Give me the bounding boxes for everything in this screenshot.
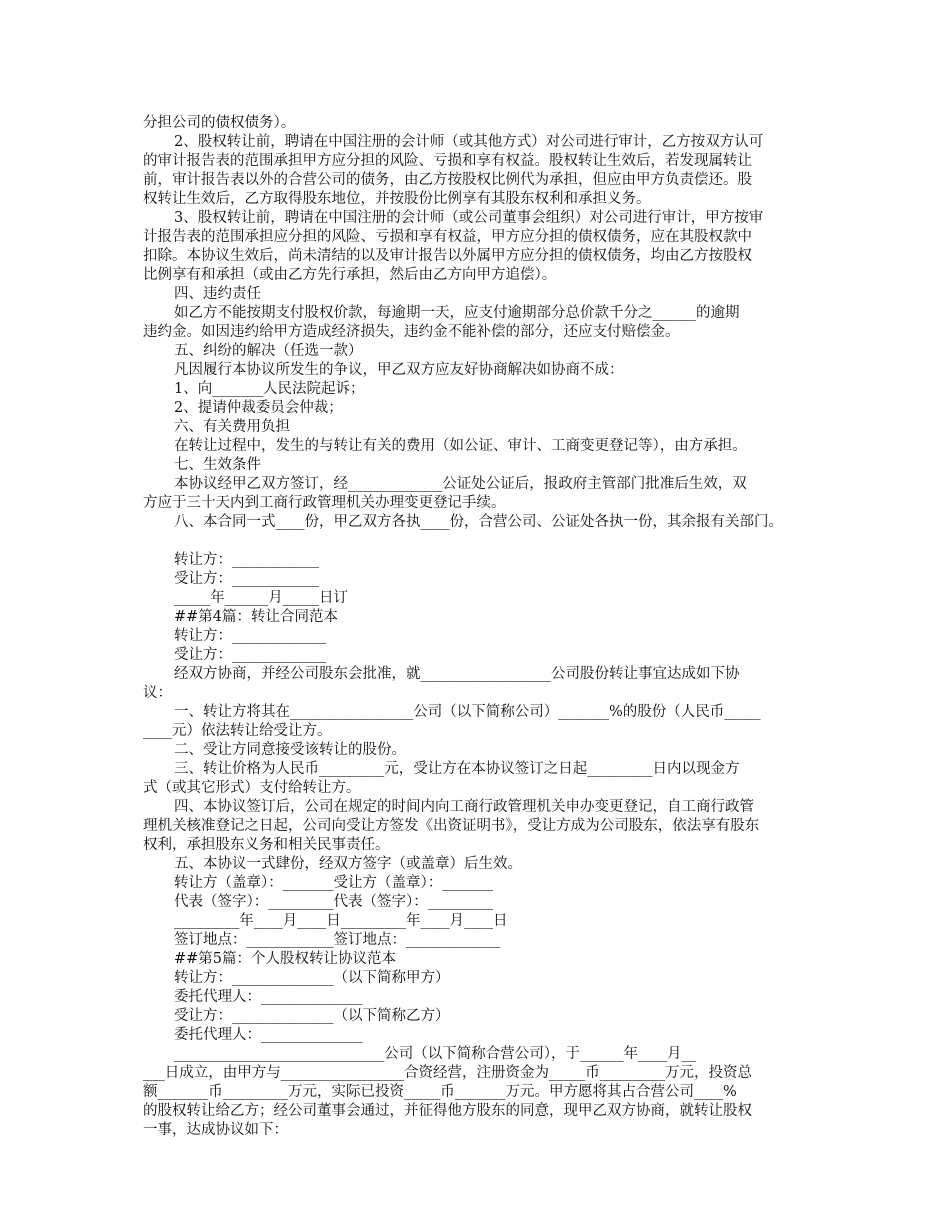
section-heading: 五、纠纷的解决（任选一款） (174, 343, 363, 359)
signature-line: 受让方：_____________ (174, 647, 327, 663)
text-line: 如乙方不能按期支付股权价款，每逾期一天，应支付逾期部分总价款千分之______的逾期 (174, 305, 740, 321)
text-line: 一、转让方将其在_________________公司（以下简称公司）_______%的股份（人民币_____ (174, 704, 761, 720)
section-heading: 四、违约责任 (174, 286, 261, 302)
text-line: 方应于三十天内到工商行政管理机关办理变更登记手续。 (143, 495, 506, 511)
signature-line: 受让方：______________（以下简称乙方） (174, 1008, 450, 1024)
text-line: 1、向_______人民法院起诉； (174, 381, 365, 397)
text-line: 的审计报告表的范围承担甲方应分担的风险、亏损和享有权益。股权转让生效后，若发现属转让 (143, 153, 752, 169)
signature-line: 委托代理人：______________ (174, 1027, 363, 1043)
section-title: ##第4篇：转让合同范本 (174, 609, 339, 625)
signature-line: 委托代理人：______________ (174, 989, 363, 1005)
text-line: 八、本合同一式____份，甲乙双方各执____份，合营公司、公证处各执一份，其余报有关部门。 (174, 514, 783, 530)
signature-line: 转让方：____________ (174, 552, 319, 568)
signature-line: 转让方（盖章）：_______受让方（盖章）：_______ (174, 875, 493, 891)
text-line: 权转让生效后，乙方取得股东地位，并按股份比例享有其股东权利和承担义务。 (143, 191, 651, 207)
text-line: 在转让过程中，发生的与转让有关的费用（如公证、审计、工商变更登记等），由方承担。 (174, 438, 747, 454)
section-heading: 七、生效条件 (174, 457, 261, 473)
text-line: 二、受让方同意接受该转让的股份。 (174, 742, 406, 758)
text-line: 计报告表的范围承担应分担的风险、亏损和享有权益，甲方应分担的债权债务，应在其股权款中 (143, 229, 752, 245)
text-line: _____________________________公司（以下简称合营公司），于______年____月__ (174, 1046, 696, 1062)
signature-line: 受让方：____________ (174, 571, 319, 587)
text-line: 的股权转让给乙方；经公司董事会通过，并征得他方股东的同意，现甲乙双方协商，就转让股权 (143, 1103, 752, 1119)
section-title: ##第5篇：个人股权转让协议范本 (174, 951, 397, 967)
text-line: 经双方协商，并经公司股东会批准，就__________________公司股份转让事宜达成如下协 (174, 666, 740, 682)
text-line: 违约金。如因违约给甲方造成经济损失，违约金不能补偿的部分，还应支付赔偿金。 (143, 324, 680, 340)
signature-line: 转让方：______________（以下简称甲方） (174, 970, 450, 986)
signature-line: 代表（签字）：_________代表（签字）：_________ (174, 894, 493, 910)
text-line: ____元）依法转让给受让方。 (143, 723, 332, 739)
text-line: ___日成立，由甲方与_________________合资经营，注册资金为_____币_________万元，投资总 (143, 1065, 752, 1081)
text-line: 2、股权转让前，聘请在中国注册的会计师（或其他方式）对公司进行审计，乙方按双方认可 (174, 134, 764, 150)
text-line: 四、本协议签订后，公司在规定的时间内向工商行政管理机关申办变更登记，自工商行政管 (174, 799, 754, 815)
text-line: 权利，承担股东义务和相关民事责任。 (143, 837, 390, 853)
text-line: 一事，达成协议如下： (143, 1122, 288, 1138)
signature-line: 转让方：_____________ (174, 628, 327, 644)
text-line: 额_______币_________万元，实际已投资_____币_______万元。甲方愿将其占合营公司____% (143, 1084, 737, 1100)
date-line: _____年______月_____日订 (174, 590, 348, 606)
text-line: 凡因履行本协议所发生的争议，甲乙双方应友好协商解决如协商不成： (174, 362, 624, 378)
text-line: 议： (143, 685, 172, 701)
text-line: 前，审计报告表以外的合营公司的债务，由乙方按股权比例代为承担，但应由甲方负责偿还。股 (143, 172, 752, 188)
text-line: 2、提请仲裁委员会仲裁； (174, 400, 343, 416)
text-line: 式（或其它形式）支付给转让方。 (143, 780, 361, 796)
text-line: 三、转让价格为人民币_________元，受让方在本协议签订之日起_________日内以现金方 (174, 761, 740, 777)
text-line: 分担公司的债权债务）。 (143, 115, 296, 131)
section-heading: 六、有关费用负担 (174, 419, 290, 435)
text-line: 3、股权转让前，聘请在中国注册的会计师（或公司董事会组织）对公司进行审计，甲方按审 (174, 210, 764, 226)
text-line: 理机关核准登记之日起，公司向受让方签发《出资证明书》，受让方成为公司股东，依法享有股东 (143, 818, 760, 834)
signing-place-line: 签订地点：____________签订地点：_____________ (174, 932, 501, 948)
text-line: 比例享有和承担（或由乙方先行承担，然后由乙方向甲方追偿）。 (143, 267, 557, 283)
date-line: _________年____月____日_________年____月____日 (174, 913, 508, 929)
text-line: 五、本协议一式肆份，经双方签字（或盖章）后生效。 (174, 856, 522, 872)
text-line: 本协议经甲乙双方签订，经_____________公证处公证后，报政府主管部门批准后生效，双 (174, 476, 747, 492)
text-line: 扣除。本协议生效后，尚未清结的以及审计报告以外属甲方应分担的债权债务，均由乙方按股权 (143, 248, 752, 264)
